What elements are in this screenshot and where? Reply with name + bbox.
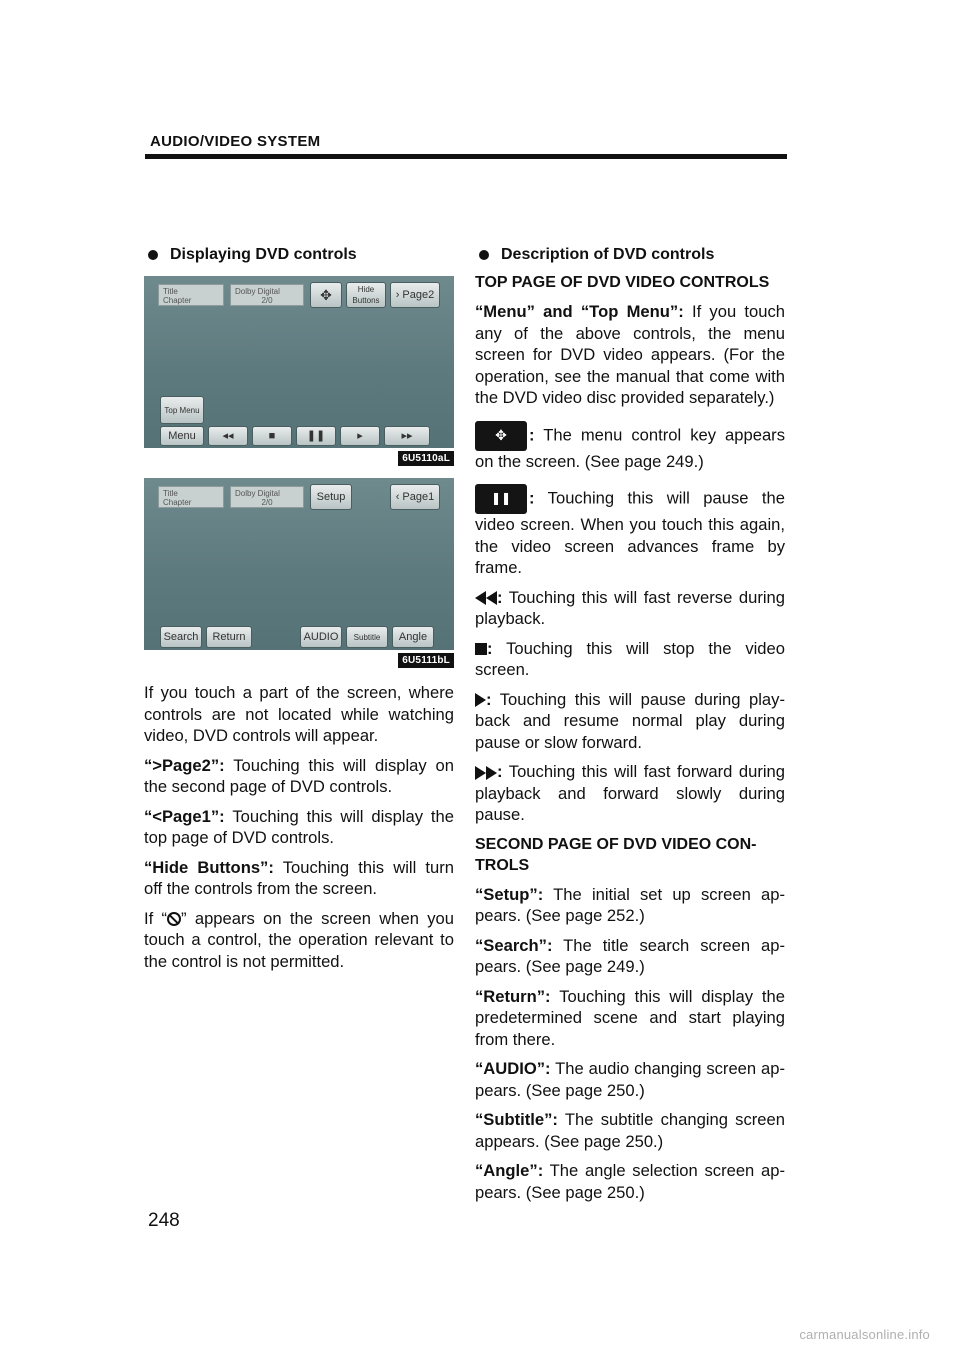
header-rule [145,154,787,159]
stop-description: : Touching this will stop the video screen. [475,638,785,679]
subtitle-button[interactable]: Subtitle [346,626,388,648]
audio-button[interactable]: AUDIO [300,626,342,648]
audio-description: “AUDIO”: The audio changing screen ap-pears. (See page 250.) [475,1059,785,1100]
rewind-icon: ◂◂ [222,429,234,442]
fast-forward-icon: ▸▸ [401,429,413,442]
pause-button[interactable] [296,426,336,446]
page2-button[interactable]: › Page2 [390,282,440,308]
chevron-left-icon: ‹ [395,490,400,503]
page1-button[interactable]: ‹ Page1 [390,484,440,510]
right-column [475,246,785,1211]
bullet-icon [479,250,489,260]
return-button[interactable]: Return [206,626,252,648]
rewind-button[interactable] [208,426,248,446]
pause-icon: ❚❚ [475,484,527,514]
figure-label: 6U5110aL [398,451,454,466]
stop-button[interactable] [252,426,292,446]
figure-label: 6U5111bL [398,653,454,668]
right-heading: Description of DVD controls [475,246,785,264]
page-number: 248 [148,1210,180,1231]
title-chapter-info: Title Chapter [158,284,224,306]
audio-format-info: Dolby Digital 2/0 [230,486,304,508]
top-page-caption: TOP PAGE OF DVD VIDEO CONTROLS [475,274,770,291]
rewind-icon [475,588,497,607]
angle-button[interactable]: Angle [392,626,434,648]
pause-icon: ❚❚ [306,429,326,442]
fast-forward-button[interactable] [384,426,430,446]
stop-icon: ■ [268,429,276,442]
not-permitted-paragraph: If “ ” appears on the screen when you touch a control, the operation relevant to the control is not permitted. [144,908,454,971]
menu-key-description: ✥ : The menu control key appears on the screen. (See page 249.) [475,421,785,473]
search-button[interactable]: Search [160,626,202,648]
watermark: carmanualsonline.info [799,1327,930,1342]
search-description: “Search”: The title search screen ap-pears. (See page 249.) [475,935,785,976]
chevron-right-icon: › [395,288,400,301]
page1-description: “<Page1”: Touching this will display the top page of DVD controls. [144,806,454,847]
menu-cursor-icon: ✥ [475,421,527,451]
page2-description: “>Page2”: Touching this will display on the second page of DVD controls. [144,755,454,796]
return-description: “Return”: Touching this will display the predetermined scene and start playing from there. [475,986,785,1049]
fast-forward-description: : Touching this will fast forward during playback and forward slowly during pause. [475,762,785,824]
menu-description: “Menu” and “Top Menu”: If you touch any of the above controls, the menu screen for DVD video appears. (For the operation, see the manual that come with the DVD video disc provided separately.) [475,302,785,407]
play-description: : Touching this will pause during play-back and resume normal play during pause or slow forward. [475,689,785,752]
figure-dvd-controls-page2 [144,478,454,666]
menu-button[interactable]: Menu [160,426,204,446]
setup-button[interactable]: Setup [310,484,352,510]
left-column [144,246,454,980]
title-chapter-info: Title Chapter [158,486,224,508]
pause-description: ❚❚ : Touching this will pause the video screen. When you touch this again, the video screen advances frame by frame. [475,484,785,579]
figure-dvd-controls-page1 [144,276,454,464]
hide-buttons-button[interactable]: Hide Buttons [346,282,386,308]
hide-buttons-description: “Hide Buttons”: Touching this will turn off the controls from the screen. [144,857,454,898]
left-heading: Displaying DVD controls [144,246,454,264]
angle-description: “Angle”: The angle selection screen ap-pears. (See page 250.) [475,1161,785,1202]
second-page-caption: SECOND PAGE OF DVD VIDEO CON-TROLS [475,835,757,874]
menu-cursor-button[interactable]: ✥ [310,282,342,308]
subtitle-description: “Subtitle”: The subtitle changing screen appears. (See page 250.) [475,1110,785,1151]
bullet-icon [148,250,158,260]
play-button[interactable] [340,426,380,446]
stop-icon [475,643,487,655]
play-icon [475,690,486,709]
rewind-description: : Touching this will fast reverse during playback. [475,587,785,628]
setup-description: “Setup”: The initial set up screen ap-pears. (See page 252.) [475,884,785,925]
prohibited-icon [167,912,181,926]
fast-forward-icon [475,762,497,781]
intro-paragraph: If you touch a part of the screen, where controls are not located while watching video, DVD controls will appear. [144,683,454,745]
section-header: AUDIO/VIDEO SYSTEM [150,133,321,150]
top-menu-button[interactable]: Top Menu [160,396,204,424]
play-icon: ▸ [357,429,363,442]
audio-format-info: Dolby Digital 2/0 [230,284,304,306]
